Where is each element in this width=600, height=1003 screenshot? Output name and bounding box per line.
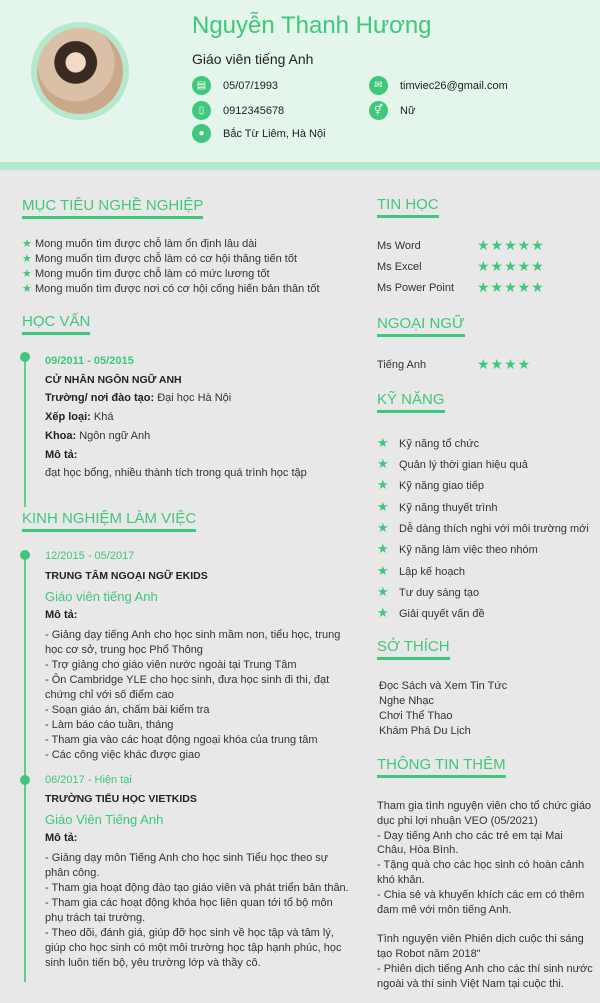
star-icon: ★ <box>22 283 32 295</box>
skill-text: Lập kế hoạch <box>399 566 466 578</box>
faculty: Ngôn ngữ Anh <box>79 429 151 442</box>
desc-line: - Tham gia hoạt động đào tạo giáo viên và phát triển bản thân. <box>45 882 349 894</box>
experience-desc <box>45 628 352 763</box>
timeline-line <box>24 555 26 982</box>
profile-photo <box>37 28 123 114</box>
candidate-name: Nguyễn Thanh Hương <box>192 12 432 39</box>
heading-objective: MỤC TIÊU NGHỀ NGHIỆP <box>22 197 203 219</box>
skill-item <box>377 605 485 621</box>
email: timviec26@gmail.com <box>400 79 508 92</box>
star-icon: ★ <box>377 435 389 450</box>
rank: Khá <box>93 411 114 424</box>
education-date: 09/2011 - 05/2015 <box>45 355 134 367</box>
role: Giáo Viên Tiếng Anh <box>45 812 164 827</box>
address: Bắc Từ Liêm, Hà Nội <box>223 127 326 140</box>
extra-line: - Tặng quà cho các học sinh có hoàn cảnh khó khăn. <box>377 859 585 886</box>
objective-item <box>22 267 352 282</box>
experience-entry <box>45 549 352 763</box>
heading-experience: KINH NGHIỆM LÀM VIỆC <box>22 510 196 532</box>
skill-text: Kỹ năng giao tiếp <box>399 480 485 492</box>
skill-item <box>377 435 479 451</box>
heading-hobbies: SỞ THÍCH <box>377 638 450 660</box>
desc-line: - Giảng dạy môn Tiếng Anh cho học sinh Tiểu học theo sự phân công. <box>45 852 329 879</box>
gender-row <box>369 101 415 120</box>
skill-item <box>377 541 538 557</box>
star-icon: ★ <box>377 520 389 535</box>
birthday: 05/07/1993 <box>223 79 279 92</box>
extra-line: - Dạy tiếng Anh cho các trẻ em tại Mai Châu, Hòa Bình. <box>377 829 563 857</box>
label: Xếp loại: <box>45 411 91 424</box>
skill-text: Kỹ năng thuyết trình <box>399 502 498 514</box>
objective-item <box>22 282 352 297</box>
company: TRUNG TÂM NGOẠI NGỮ EKIDS <box>45 570 208 582</box>
heading-languages: NGOẠI NGỮ <box>377 315 465 337</box>
language-name: Tiếng Anh <box>377 359 427 371</box>
school: Đại học Hà Nội <box>157 392 232 405</box>
star-icon: ★ <box>377 499 389 514</box>
skill-item <box>377 456 528 472</box>
skill-text: Kỹ năng tổ chức <box>399 438 480 450</box>
header-divider <box>0 162 600 170</box>
desc-line: - Trợ giảng cho giáo viên nước ngoài tại Trung Tâm <box>45 659 297 671</box>
gender: Nữ <box>400 104 416 117</box>
faculty-row <box>45 427 350 446</box>
skill-name: Ms Word <box>377 240 421 252</box>
rating-stars: ★★★★★ <box>477 237 545 253</box>
star-icon: ★ <box>22 253 32 265</box>
email-row <box>369 76 508 95</box>
degree: CỬ NHÂN NGÔN NGỮ ANH <box>45 373 182 386</box>
phone-row <box>192 101 284 120</box>
heading-extra: THÔNG TIN THÊM <box>377 756 506 778</box>
objective-text: Mong muốn tìm được chỗ làm có mức lương tốt <box>34 268 270 280</box>
skill-item <box>377 499 497 515</box>
extra-line: Tham gia tình nguyện viên cho tổ chức giáo dục phi lợi nhuận VEO (05/2021) <box>377 800 592 827</box>
skill-name: Ms Power Point <box>377 282 455 294</box>
email-icon: ✉ <box>369 76 388 95</box>
extra-line: - Chia sẻ và khuyến khích các em có thêm đam mê với môn tiếng Anh. <box>377 888 585 916</box>
gender-icon: ⚥ <box>369 101 388 120</box>
objective-item <box>22 252 352 267</box>
objective-text: Mong muốn tìm được chỗ làm ổn định lâu dài <box>34 238 257 250</box>
hobby-item: Đọc Sách và Xem Tin Tức <box>379 680 508 692</box>
birthday-row <box>192 76 278 95</box>
calendar-icon: ▤ <box>192 76 211 95</box>
timeline-dot <box>20 550 30 560</box>
skill-text: Dễ dàng thích nghi với môi trường mới <box>399 523 589 535</box>
star-icon: ★ <box>377 456 389 471</box>
skill-text: Tư duy sáng tạo <box>399 587 480 599</box>
company: TRƯỜNG TIỂU HỌC VIETKIDS <box>45 793 197 805</box>
experience-desc <box>45 851 352 971</box>
extra-info <box>377 799 595 991</box>
star-icon: ★ <box>377 563 389 578</box>
star-icon: ★ <box>377 477 389 492</box>
timeline-dot <box>20 352 30 362</box>
school-row <box>45 389 350 408</box>
rating-stars: ★★★★★ <box>477 279 545 295</box>
it-skill <box>377 279 592 295</box>
desc-line: - Theo dõi, đánh giá, giúp đỡ học sinh về học tập và tâm lý, giúp cho học sinh có một môi trường học tập hạnh phúc, học sinh luôn tiến bộ, yêu trường lớp và thầy cô. <box>45 927 342 969</box>
heading-education: HỌC VẤN <box>22 313 90 335</box>
desc-line: - Ôn Cambridge YLE cho học sinh, đưa học sinh đi thi, đạt chứng chỉ với số điểm cao <box>45 674 330 701</box>
rating-stars: ★★★★★ <box>477 258 545 274</box>
timeline-line <box>24 357 26 507</box>
skill-item <box>377 563 465 579</box>
star-icon: ★ <box>22 268 32 280</box>
label: Mô tả: <box>45 832 78 844</box>
label: Trường/ nơi đào tạo: <box>45 392 155 405</box>
hobby-item: Chơi Thể Thao <box>379 710 453 722</box>
education-entry <box>45 352 350 483</box>
rating-stars: ★★★★ <box>477 356 532 372</box>
hobby-item: Khám Phá Du Lịch <box>379 725 471 737</box>
avatar <box>31 22 129 120</box>
address-row <box>192 124 326 143</box>
phone-icon: ▯ <box>192 101 211 120</box>
desc-line: - Làm báo cáo tuần, tháng <box>45 719 174 731</box>
desc-line: - Các công việc khác được giao <box>45 749 201 761</box>
skill-item <box>377 520 589 536</box>
label: Mô tả: <box>45 609 78 621</box>
star-icon: ★ <box>377 605 389 620</box>
hobby-list <box>379 679 507 739</box>
heading-skills: KỸ NĂNG <box>377 391 445 413</box>
it-skill <box>377 237 592 253</box>
hobby-item: Nghe Nhạc <box>379 695 435 707</box>
skill-text: Quản lý thời gian hiệu quả <box>399 459 528 471</box>
star-icon: ★ <box>377 584 389 599</box>
desc-line: - Tham gia các hoạt động khóa học liên quan tới tổ bộ môn phụ trách tại trường. <box>45 897 333 924</box>
label: Mô tả: <box>45 448 78 461</box>
star-icon: ★ <box>377 541 389 556</box>
objective-text: Mong muốn tìm được nơi có cơ hội cống hiến bản thân tốt <box>34 283 320 295</box>
desc-line: - Tham gia vào các hoạt động ngoại khóa của trung tâm <box>45 734 318 746</box>
it-skill <box>377 258 592 274</box>
experience-entry <box>45 773 352 971</box>
language-skill <box>377 356 592 372</box>
objective-list <box>22 237 352 297</box>
extra-spacer <box>377 917 595 932</box>
skill-name: Ms Excel <box>377 261 422 273</box>
education-desc: đạt học bổng, nhiều thành tích trong quá trình học tập <box>45 467 307 480</box>
location-pin-icon: ● <box>192 124 211 143</box>
desc-line: - Giảng dạy tiếng Anh cho học sinh mầm non, tiểu học, trung học cơ sở, trung học Phổ Thông <box>45 629 341 656</box>
skill-text: Giải quyết vấn đề <box>399 608 485 620</box>
desc-line: - Soạn giáo án, chấm bài kiểm tra <box>45 704 210 716</box>
role: Giáo viên tiếng Anh <box>45 589 158 604</box>
objective-text: Mong muốn tìm được chỗ làm có cơ hội thăng tiến tốt <box>34 253 298 265</box>
phone: 0912345678 <box>223 104 285 117</box>
label: Khoa: <box>45 429 77 442</box>
skill-item <box>377 477 484 493</box>
extra-line: - Phiên dịch tiếng Anh cho các thí sinh nước ngoài và thí sinh Việt Nam tại cuộc thi. <box>377 962 593 990</box>
heading-it: TIN HỌC <box>377 196 439 218</box>
timeline-dot <box>20 775 30 785</box>
job-title: Giáo viên tiếng Anh <box>192 51 314 67</box>
experience-date: 06/2017 - Hiện tại <box>45 774 132 786</box>
skill-text: Kỹ năng làm việc theo nhóm <box>399 544 538 556</box>
rank-row <box>45 408 350 427</box>
experience-date: 12/2015 - 05/2017 <box>45 550 135 562</box>
extra-line: Tình nguyện viên Phiên dịch cuộc thi sáng tạo Robot năm 2018" <box>377 933 584 960</box>
star-icon: ★ <box>22 238 32 250</box>
skill-item <box>377 584 479 600</box>
objective-item <box>22 237 352 252</box>
